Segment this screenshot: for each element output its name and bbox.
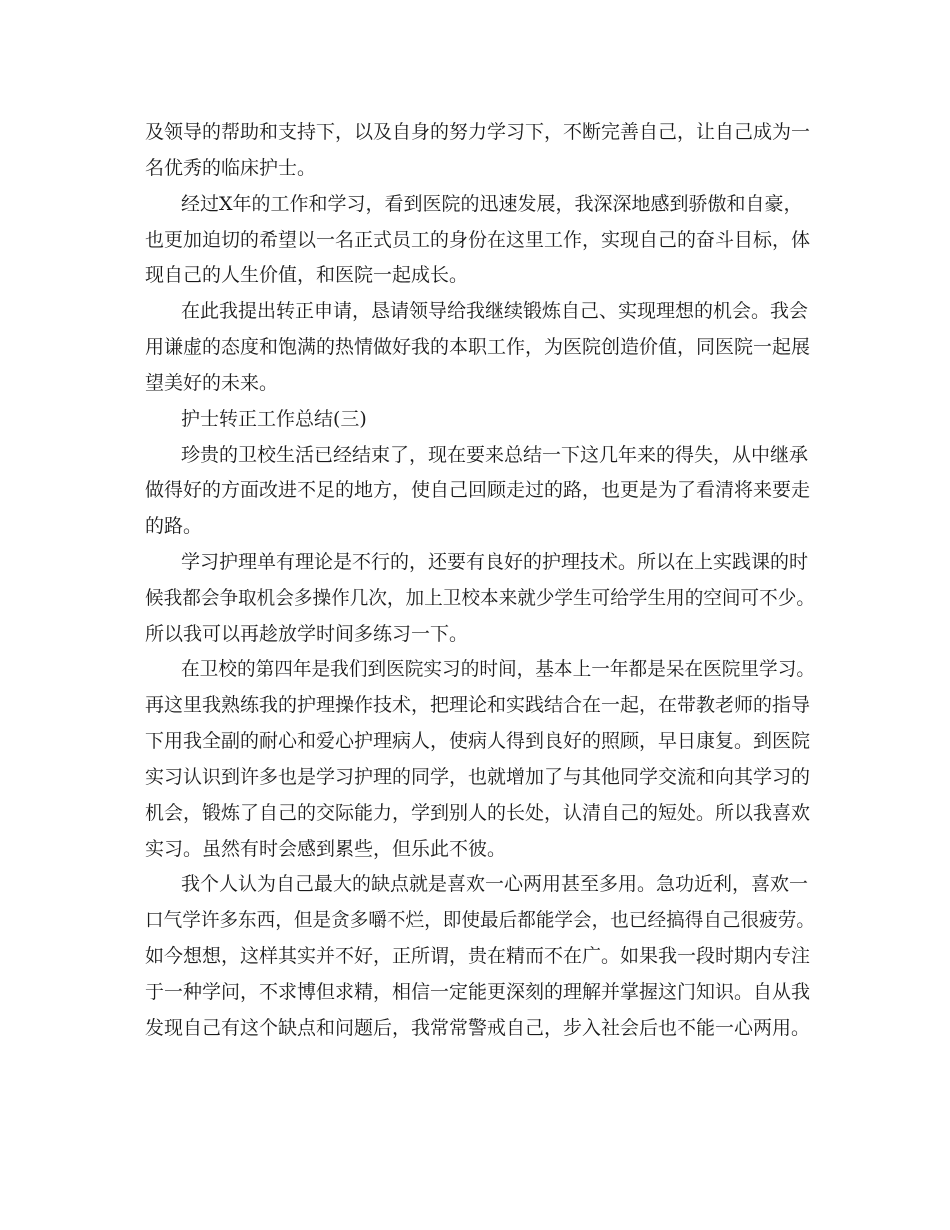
paragraph-line: 实习认识到许多也是学习护理的同学，也就增加了与其他同学交流和向其学习的 [145,766,811,788]
paragraph-line: 下用我全副的耐心和爱心护理病人，使病人得到良好的照顾，早日康复。到医院 [145,730,811,752]
paragraph-line: 所以我可以再趁放学时间多练习一下。 [145,623,469,645]
paragraph-line: 实习。虽然有时会感到累些，但乐此不彼。 [145,838,507,860]
paragraph-line: 机会，锻炼了自己的交际能力，学到别人的长处，认清自己的短处。所以我喜欢 [145,802,811,824]
paragraph-line: 发现自己有这个缺点和问题后，我常常警戒自己，步入社会后也不能一心两用。 [145,1017,811,1039]
paragraph-line: 于一种学问，不求博但求精，相信一定能更深刻的理解并掌握这门知识。自从我 [145,981,811,1003]
paragraph-line: 我个人认为自己最大的缺点就是喜欢一心两用甚至多用。急功近利，喜欢一 [181,873,809,895]
section-heading: 护士转正工作总结(三) [181,408,367,430]
paragraph-line: 学习护理单有理论是不行的，还要有良好的护理技术。所以在上实践课的时 [181,551,809,573]
paragraph-line: 望美好的未来。 [145,372,279,394]
paragraph-line: 也更加迫切的希望以一名正式员工的身份在这里工作，实现自己的奋斗目标，体 [145,229,811,251]
paragraph-line: 名优秀的临床护士。 [145,157,317,179]
paragraph-line: 现自己的人生价值，和医院一起成长。 [145,264,469,286]
paragraph-line: 做得好的方面改进不足的地方，使自己回顾走过的路，也更是为了看清将来要走 [145,479,811,501]
paragraph-line: 及领导的帮助和支持下，以及自身的努力学习下，不断完善自己，让自己成为一 [145,121,811,143]
paragraph-line: 经过X年的工作和学习，看到医院的迅速发展，我深深地感到骄傲和自豪， [181,193,803,215]
paragraph-line: 口气学许多东西，但是贪多嚼不烂，即使最后都能学会，也已经搞得自己很疲劳。 [145,909,815,931]
paragraph-line: 在卫校的第四年是我们到医院实习的时间，基本上一年都是呆在医院里学习。 [181,658,815,680]
paragraph-line: 候我都会争取机会多操作几次，加上卫校本来就少学生可给学生用的空间可不少。 [145,587,815,609]
paragraph-line: 的路。 [145,515,203,537]
paragraph-line: 再这里我熟练我的护理操作技术，把理论和实践结合在一起，在带教老师的指导 [145,694,811,716]
paragraph-line: 如今想想，这样其实并不好，正所谓，贵在精而不在广。如果我一段时期内专注 [145,945,811,967]
paragraph-line: 在此我提出转正申请，恳请领导给我继续锻炼自己、实现理想的机会。我会 [181,300,809,322]
paragraph-line: 用谦虚的态度和饱满的热情做好我的本职工作，为医院创造价值，同医院一起展 [145,336,811,358]
paragraph-line: 珍贵的卫校生活已经结束了，现在要来总结一下这几年来的得失，从中继承 [181,444,809,466]
